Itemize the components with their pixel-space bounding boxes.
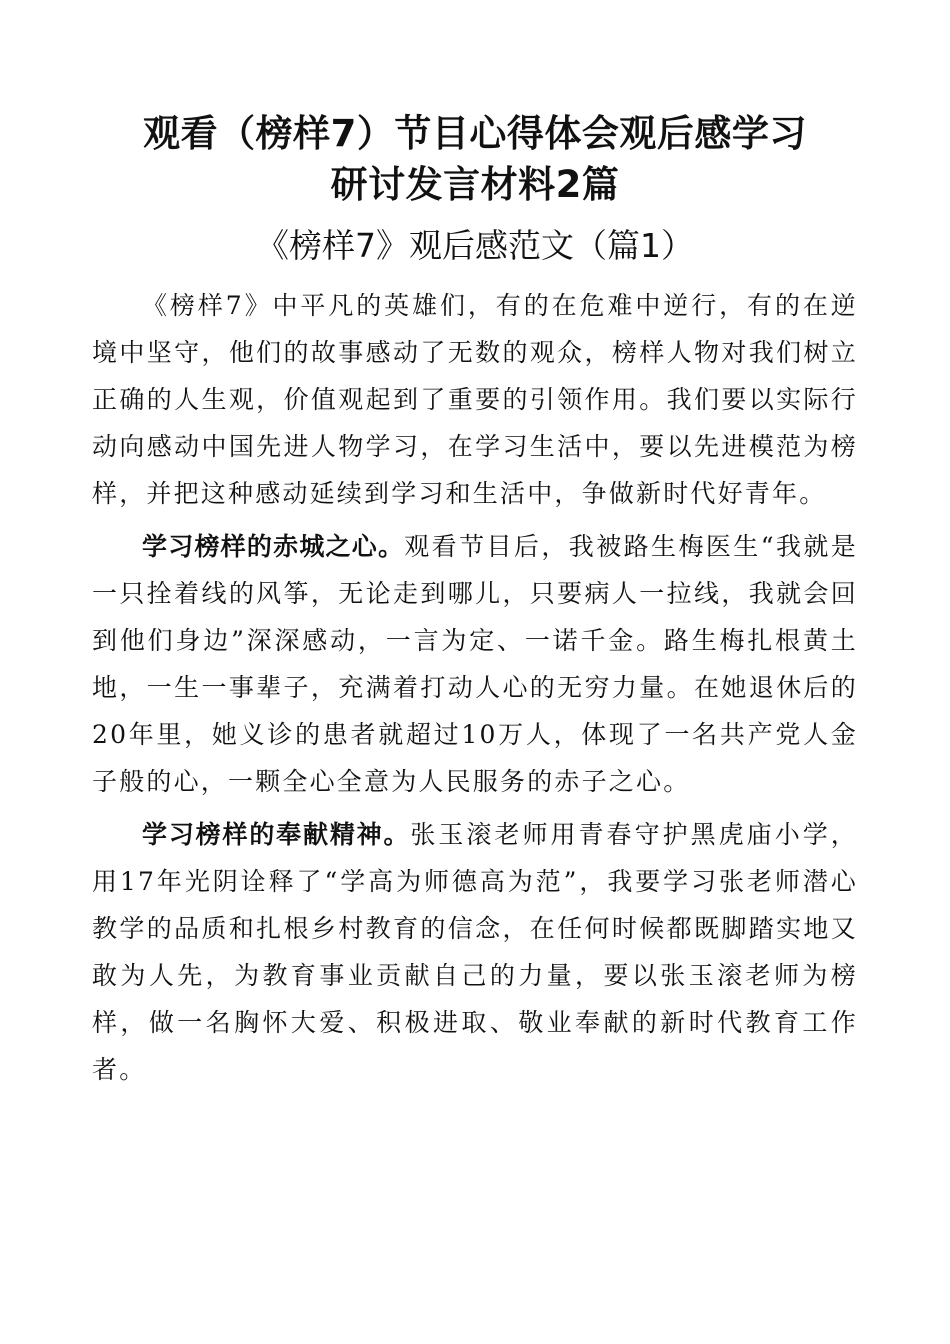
document-title	[92, 108, 858, 210]
paragraph-2-lead: 学习榜样的赤城之心。	[142, 532, 405, 561]
paragraph-1-text: 《榜样7》中平凡的英雄们，有的在危难中逆行，有的在逆境中坚守，他们的故事感动了无数的观众，榜样人物对我们树立正确的人生观，价值观起到了重要的引领作用。我们要以实际行动向感动中国先进人物学习，在学习生活中，要以先进模范为榜样，并把这种感动延续到学习和生活中，争做新时代好青年。	[92, 291, 858, 508]
section-subtitle: 《榜样7》观后感范文（篇1）	[256, 226, 694, 265]
paragraph-2-text: 观看节目后，我被路生梅医生“我就是一只拴着线的风筝，无论走到哪儿，只要病人一拉线，我就会回到他们身边”深深感动，一言为定、一诺千金。路生梅扎根黄土地，一生一事辈子，充满着打动人心的无穷力量。在她退休后的20年里，她义诊的患者就超过10万人，体现了一名共产党人金子般的心，一颗全心全意为人民服务的赤子之心。	[92, 532, 858, 796]
body-paragraph-1	[92, 282, 858, 517]
title-line-1: 观看（榜样7）节目心得体会观后感学习	[143, 112, 807, 155]
paragraph-3-text: 张玉滚老师用青春守护黑虎庙小学，用17年光阴诠释了“学高为师德高为范”，我要学习张老师潜心教学的品质和扎根乡村教育的信念，在任何时候都既脚踏实地又敢为人先，为教育事业贡献自己的力量，要以张玉滚老师为榜样，做一名胸怀大爱、积极进取、敬业奉献的新时代教育工作者。	[92, 820, 858, 1084]
body-paragraph-2	[92, 523, 858, 805]
body-paragraph-3	[92, 811, 858, 1093]
paragraph-3-lead: 学习榜样的奉献精神。	[142, 820, 411, 849]
title-line-2: 研讨发言材料2篇	[330, 163, 620, 206]
